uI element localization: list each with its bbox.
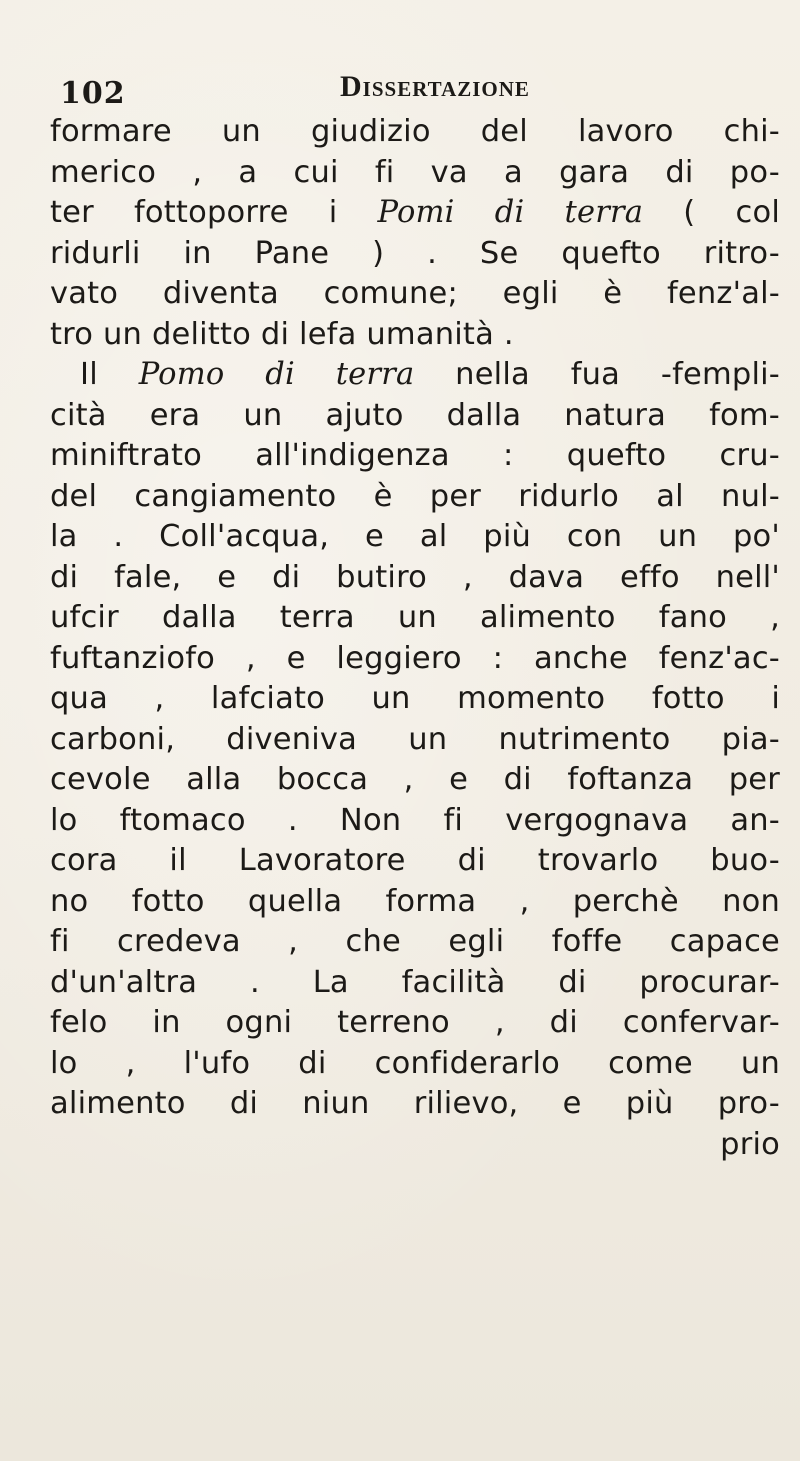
body-text xyxy=(50,112,780,1165)
text-segment: cevole alla bocca , e di foftanza per xyxy=(50,762,780,797)
text-line xyxy=(50,922,780,963)
text-segment: cità era un ajuto dalla natura fom- xyxy=(50,397,780,433)
text-line xyxy=(50,112,780,153)
text-line xyxy=(50,882,780,923)
text-segment: ter fottoporre i xyxy=(50,195,378,230)
text-segment: ridurli in Pane ) . Se quefto ritro- xyxy=(50,235,780,271)
text-line xyxy=(50,558,780,599)
text-segment: fuftanziofo , e leggiero : anche fenz'ac- xyxy=(50,640,780,676)
text-line xyxy=(50,760,780,801)
text-segment: prio xyxy=(720,1126,780,1162)
text-line xyxy=(50,801,780,842)
page-number: 102 xyxy=(60,76,126,111)
text-line xyxy=(50,477,780,518)
italic-segment: Pomo di terra xyxy=(138,357,415,392)
text-segment: lo ftomaco . Non fi vergognava an- xyxy=(50,802,780,838)
text-segment: carboni, diveniva un nutrimento pia- xyxy=(50,721,780,757)
text-line xyxy=(50,436,780,477)
text-segment: alimento di niun rilievo, e più pro- xyxy=(50,1086,780,1121)
text-segment: del cangiamento è per ridurlo al nul- xyxy=(50,478,780,514)
text-segment: tro un delitto di lefa umanità . xyxy=(50,316,514,352)
text-segment: fi credeva , che egli foffe capace xyxy=(50,924,780,959)
text-line xyxy=(50,1044,780,1085)
text-segment: merico , a cui fi va a gara di po- xyxy=(50,154,780,190)
text-line xyxy=(50,315,780,356)
text-segment: la . Coll'acqua, e al più con un po' xyxy=(50,519,780,554)
text-line xyxy=(50,598,780,639)
text-segment: ufcir dalla terra un alimento fano , xyxy=(50,600,780,635)
text-line xyxy=(50,153,780,194)
italic-segment: Pomi di terra xyxy=(377,195,644,230)
running-head: Dissertazione xyxy=(340,70,530,103)
text-line xyxy=(50,679,780,720)
text-line xyxy=(50,841,780,882)
text-segment: vato diventa comune; egli è fenz'al- xyxy=(50,276,780,311)
text-segment: lo , l'ufo di confiderarlo come un xyxy=(50,1045,780,1081)
text-segment: nella fua -fempli- xyxy=(414,357,780,392)
text-segment: Il xyxy=(80,357,139,392)
text-segment: formare un giudizio del lavoro chi- xyxy=(50,114,780,149)
text-segment: no fotto quella forma , perchè non xyxy=(50,883,780,919)
text-line xyxy=(50,355,780,396)
text-segment: ( col xyxy=(643,195,780,230)
text-line xyxy=(50,517,780,558)
text-line xyxy=(50,963,780,1004)
text-segment: di fale, e di butiro , dava effo nell' xyxy=(50,559,780,595)
text-line xyxy=(50,1084,780,1125)
text-segment: qua , lafciato un momento fotto i xyxy=(50,681,780,716)
text-line xyxy=(50,720,780,761)
text-line xyxy=(50,639,780,680)
text-line xyxy=(50,1003,780,1044)
text-segment: miniftrato all'indigenza : quefto cru- xyxy=(50,438,780,473)
text-line xyxy=(50,274,780,315)
text-segment: felo in ogni terreno , di confervar- xyxy=(50,1005,780,1040)
text-line xyxy=(50,234,780,275)
page-header xyxy=(40,70,760,118)
text-segment: cora il Lavoratore di trovarlo buo- xyxy=(50,843,780,878)
text-line xyxy=(50,193,780,234)
text-line xyxy=(50,396,780,437)
text-segment: d'un'altra . La facilità di procurar- xyxy=(50,964,780,1000)
text-line xyxy=(50,1125,780,1166)
